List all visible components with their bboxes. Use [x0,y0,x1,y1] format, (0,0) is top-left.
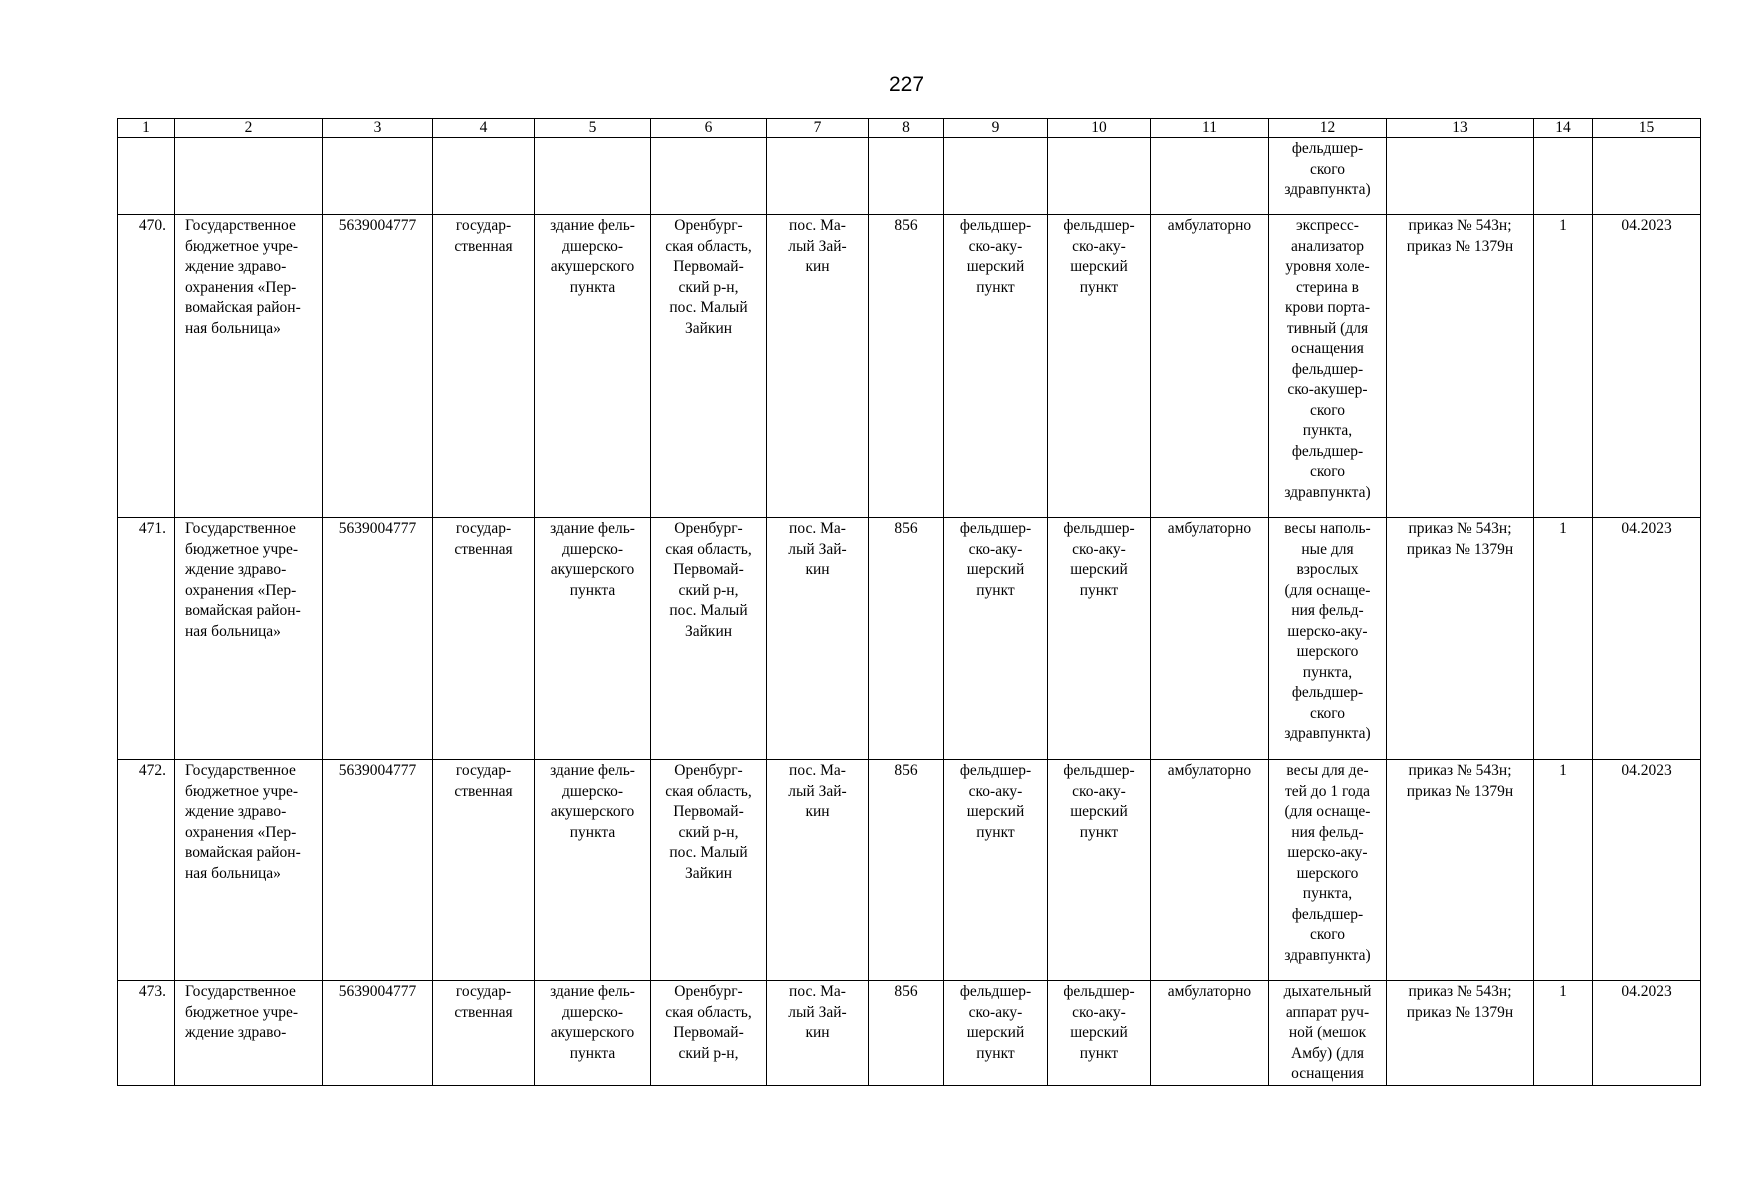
population-cell: 856 [869,760,944,981]
quantity-cell: 1 [1534,518,1593,760]
date-cell: 04.2023 [1593,518,1701,760]
column-number: 5 [535,119,651,138]
equipment-cell: весы наполь- ные для взрослых (для оснаще- ния фельд- шерско-аку- шерского пункта, фельдшер- ского здравпункта) [1269,518,1387,760]
table-cell [944,138,1048,215]
continuation-row [118,138,1701,215]
column-number: 12 [1269,119,1387,138]
column-number: 11 [1151,119,1269,138]
table-row [118,760,1701,981]
date-cell: 04.2023 [1593,760,1701,981]
column-number: 10 [1048,119,1151,138]
table-cell [767,138,869,215]
quantity-cell: 1 [1534,981,1593,1086]
ownership-cell: государ- ственная [433,981,535,1086]
page-number: 227 [888,73,925,96]
organization-cell: Государственное бюджетное учре- ждение здраво- [175,981,323,1086]
inn-cell: 5639004777 [323,215,433,518]
unit-name-cell: фельдшер- ско-аку- шерский пункт [1048,215,1151,518]
unit-type-cell: фельдшер- ско-аку- шерский пункт [944,215,1048,518]
table-cell [118,138,175,215]
order-cell: приказ № 543н; приказ № 1379н [1387,518,1534,760]
column-number: 6 [651,119,767,138]
care-condition-cell: амбулаторно [1151,518,1269,760]
table-cell [433,138,535,215]
column-number: 2 [175,119,323,138]
settlement-cell: пос. Ма- лый Зай- кин [767,215,869,518]
column-number: 9 [944,119,1048,138]
order-cell: приказ № 543н; приказ № 1379н [1387,981,1534,1086]
address-cell: Оренбург- ская область, Первомай- ский р-н, пос. Малый Зайкин [651,518,767,760]
date-cell: 04.2023 [1593,215,1701,518]
table-cell [175,138,323,215]
equipment-cell: дыхательный аппарат руч- ной (мешок Амбу) (для оснащения [1269,981,1387,1086]
table-cell [323,138,433,215]
unit-type-cell: фельдшер- ско-аку- шерский пункт [944,760,1048,981]
order-cell: приказ № 543н; приказ № 1379н [1387,760,1534,981]
column-number: 7 [767,119,869,138]
quantity-cell: 1 [1534,215,1593,518]
unit-type-cell: фельдшер- ско-аку- шерский пункт [944,518,1048,760]
ownership-cell: государ- ственная [433,760,535,981]
table-cell [535,138,651,215]
address-cell: Оренбург- ская область, Первомай- ский р-н, пос. Малый Зайкин [651,215,767,518]
column-number: 13 [1387,119,1534,138]
care-condition-cell: амбулаторно [1151,215,1269,518]
table-cell [1593,138,1701,215]
organization-cell: Государственное бюджетное учре- ждение здраво- охранения «Пер- вомайская район- ная больница» [175,518,323,760]
equipment-cell: фельдшер- ского здравпункта) [1269,138,1387,215]
building-cell: здание фель- дшерско- акушерского пункта [535,215,651,518]
row-number-cell: 473. [118,981,175,1086]
address-cell: Оренбург- ская область, Первомай- ский р-н, пос. Малый Зайкин [651,760,767,981]
ownership-cell: государ- ственная [433,215,535,518]
column-number: 1 [118,119,175,138]
settlement-cell: пос. Ма- лый Зай- кин [767,760,869,981]
care-condition-cell: амбулаторно [1151,760,1269,981]
row-number-cell: 472. [118,760,175,981]
unit-name-cell: фельдшер- ско-аку- шерский пункт [1048,981,1151,1086]
population-cell: 856 [869,981,944,1086]
column-number: 4 [433,119,535,138]
table-row [118,518,1701,760]
settlement-cell: пос. Ма- лый Зай- кин [767,981,869,1086]
quantity-cell: 1 [1534,760,1593,981]
column-number: 14 [1534,119,1593,138]
inn-cell: 5639004777 [323,518,433,760]
building-cell: здание фель- дшерско- акушерского пункта [535,760,651,981]
organization-cell: Государственное бюджетное учре- ждение здраво- охранения «Пер- вомайская район- ная больница» [175,215,323,518]
date-cell: 04.2023 [1593,981,1701,1086]
row-number-cell: 470. [118,215,175,518]
table-cell [869,138,944,215]
address-cell: Оренбург- ская область, Первомай- ский р-н, [651,981,767,1086]
column-number-row [118,119,1701,138]
equipment-cell: экспресс- анализатор уровня холе- стерина в крови порта- тивный (для оснащения фельдшер- ско-акушер- ского пункта, фельдшер- ского здравпункта) [1269,215,1387,518]
equipment-cell: весы для де- тей до 1 года (для оснаще- ния фельд- шерско-аку- шерского пункта, фельдшер- ского здравпункта) [1269,760,1387,981]
column-number: 8 [869,119,944,138]
building-cell: здание фель- дшерско- акушерского пункта [535,981,651,1086]
organization-cell: Государственное бюджетное учре- ждение здраво- охранения «Пер- вомайская район- ная больница» [175,760,323,981]
ownership-cell: государ- ственная [433,518,535,760]
order-cell: приказ № 543н; приказ № 1379н [1387,215,1534,518]
inn-cell: 5639004777 [323,981,433,1086]
settlement-cell: пос. Ма- лый Зай- кин [767,518,869,760]
building-cell: здание фель- дшерско- акушерского пункта [535,518,651,760]
column-number: 3 [323,119,433,138]
care-condition-cell: амбулаторно [1151,981,1269,1086]
table-row [118,981,1701,1086]
table-cell [1151,138,1269,215]
unit-name-cell: фельдшер- ско-аку- шерский пункт [1048,760,1151,981]
registry-table [117,118,1701,1086]
column-number: 15 [1593,119,1701,138]
inn-cell: 5639004777 [323,760,433,981]
table-cell [1534,138,1593,215]
population-cell: 856 [869,215,944,518]
population-cell: 856 [869,518,944,760]
unit-name-cell: фельдшер- ско-аку- шерский пункт [1048,518,1151,760]
row-number-cell: 471. [118,518,175,760]
table-row [118,215,1701,518]
table-cell [651,138,767,215]
table-cell [1048,138,1151,215]
unit-type-cell: фельдшер- ско-аку- шерский пункт [944,981,1048,1086]
table-cell [1387,138,1534,215]
